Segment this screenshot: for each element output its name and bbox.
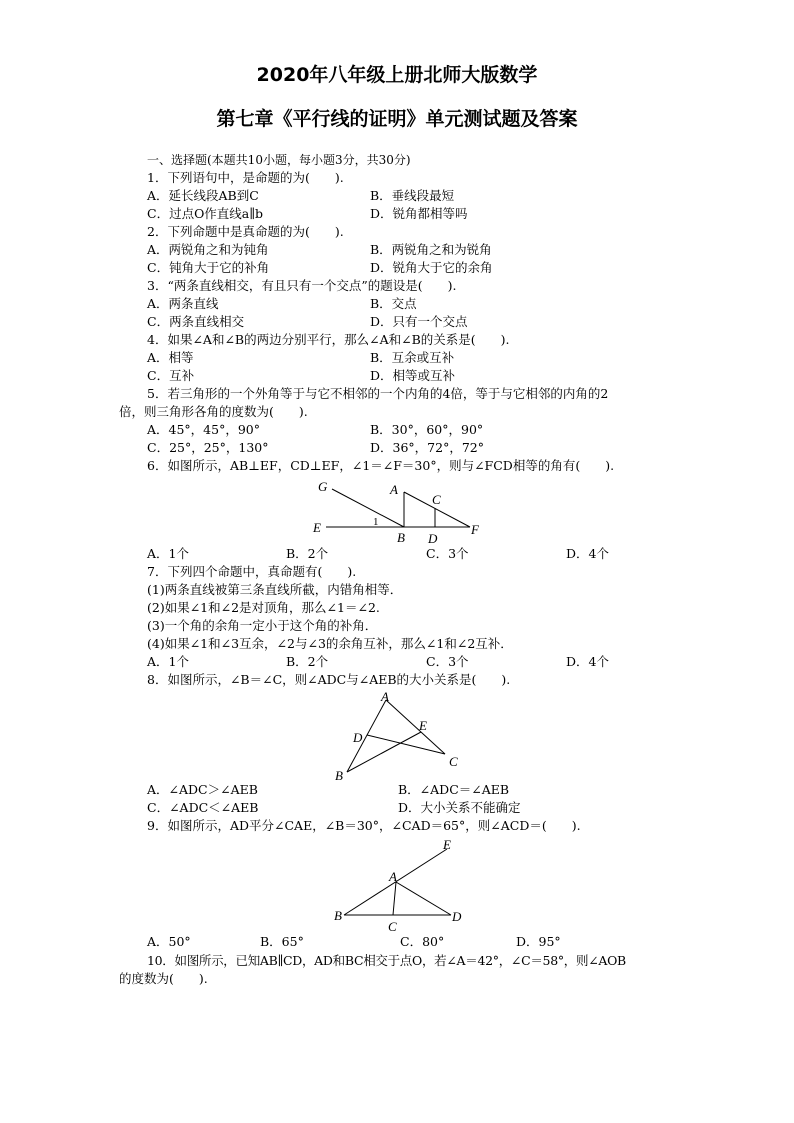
q8-label-d: D — [353, 730, 363, 745]
q5-stem-line2: 倍，则三角形各角的度数为( ). — [119, 404, 308, 419]
q9-line-ad — [396, 882, 451, 915]
q9-stem: 9．如图所示，AD平分∠CAE，∠B＝30°，∠CAD＝65°，则∠ACD＝( ). — [147, 818, 581, 833]
q4-stem: 4．如果∠A和∠B的两边分别平行，那么∠A和∠B的关系是( ). — [147, 332, 510, 347]
q6-option-c: C．3个 — [426, 546, 469, 561]
q1-option-c: C．过点O作直线a∥b — [147, 206, 264, 221]
q3-option-b: B．交点 — [370, 296, 417, 311]
q6-label-g: G — [318, 479, 328, 494]
q2-option-c: C．钝角大于它的补角 — [147, 260, 270, 275]
q7-statement-2: (2)如果∠1和∠2是对顶角，那么∠1＝∠2. — [147, 600, 380, 615]
q9-option-b: B．65° — [260, 934, 304, 949]
q9-option-d: D．95° — [516, 934, 561, 949]
q9-option-a: A．50° — [147, 934, 191, 949]
q6-label-d: D — [428, 531, 438, 546]
q7-statement-4: (4)如果∠1和∠3互余，∠2与∠3的余角互补，那么∠1和∠2互补． — [147, 636, 513, 651]
document-subtitle: 第七章《平行线的证明》单元测试题及答案 — [216, 108, 578, 130]
q9-option-c: C．80° — [400, 934, 445, 949]
q9-label-c: C — [388, 919, 397, 934]
q2-option-d: D．锐角大于它的余角 — [370, 260, 493, 275]
q5-option-c: C．25°，25°，130° — [147, 440, 269, 455]
q8-figure — [325, 688, 475, 786]
q8-label-e: E — [419, 718, 427, 733]
q4-option-a: A．相等 — [147, 350, 194, 365]
q1-stem: 1．下列语句中，是命题的为( ). — [147, 170, 344, 185]
q8-line-dc — [367, 735, 445, 754]
q9-figure — [325, 834, 475, 936]
q6-option-d: D．4个 — [566, 546, 609, 561]
q6-option-b: B．2个 — [286, 546, 329, 561]
q10-stem-line2: 的度数为( ). — [119, 971, 208, 986]
q8-label-c: C — [449, 754, 458, 769]
q8-option-c: C．∠ADC＜∠AEB — [147, 800, 259, 815]
q5-option-d: D．36°，72°，72° — [370, 440, 484, 455]
section-heading: 一、选择题(本题共10小题，每小题3分，共30分) — [147, 153, 411, 167]
q8-option-d: D．大小关系不能确定 — [398, 800, 521, 815]
q2-option-a: A．两锐角之和为钝角 — [147, 242, 269, 257]
q6-figure — [300, 474, 500, 549]
q6-label-c: C — [432, 492, 441, 507]
q7-option-d: D．4个 — [566, 654, 609, 669]
q7-option-b: B．2个 — [286, 654, 329, 669]
q6-label-b: B — [397, 530, 405, 545]
q8-option-b: B．∠ADC＝∠AEB — [398, 782, 510, 797]
q6-label-e: E — [313, 520, 321, 535]
q6-label-a: A — [390, 482, 398, 497]
q7-option-a: A．1个 — [147, 654, 189, 669]
q7-option-c: C．3个 — [426, 654, 469, 669]
q9-label-a: A — [389, 869, 397, 884]
q6-option-a: A．1个 — [147, 546, 189, 561]
q9-label-d: D — [452, 909, 462, 924]
q5-stem-line1: 5．若三角形的一个外角等于与它不相邻的一个内角的4倍，等于与它相邻的内角的2 — [147, 386, 609, 401]
q8-stem: 8．如图所示，∠B＝∠C，则∠ADC与∠AEB的大小关系是( ). — [147, 672, 511, 687]
q8-option-a: A．∠ADC＞∠AEB — [147, 782, 258, 797]
q9-label-e: E — [443, 837, 451, 852]
q1-option-b: B．垂线段最短 — [370, 188, 455, 203]
q3-stem: 3．“两条直线相交，有且只有一个交点”的题设是( ). — [147, 278, 457, 293]
q3-option-c: C．两条直线相交 — [147, 314, 245, 329]
q10-stem-line1: 10．如图所示，已知AB∥CD，AD和BC相交于点O，若∠A＝42°，∠C＝58°，则∠AOB — [147, 953, 626, 968]
q8-label-a: A — [381, 689, 389, 704]
q4-option-b: B．互余或互补 — [370, 350, 455, 365]
q2-option-b: B．两锐角之和为锐角 — [370, 242, 492, 257]
document-title: 2020年八年级上册北师大版数学 — [256, 64, 538, 86]
q7-stem: 7．下列四个命题中，真命题有( ). — [147, 564, 357, 579]
q9-label-b: B — [334, 908, 342, 923]
q3-option-d: D．只有一个交点 — [370, 314, 468, 329]
q1-option-a: A．延长线段AB到C — [147, 188, 259, 203]
q5-option-a: A．45°，45°，90° — [147, 422, 260, 437]
q6-label-f: F — [471, 522, 479, 537]
q5-option-b: B．30°，60°，90° — [370, 422, 484, 437]
q7-statement-3: (3)一个角的余角一定小于这个角的补角． — [147, 618, 378, 633]
q8-label-b: B — [335, 768, 343, 783]
q4-option-c: C．互补 — [147, 368, 195, 383]
q4-option-d: D．相等或互补 — [370, 368, 456, 383]
q2-stem: 2．下列命题中是真命题的为( ). — [147, 224, 344, 239]
q9-line-ac — [393, 882, 396, 915]
q3-option-a: A．两条直线 — [147, 296, 219, 311]
q6-label-angle-1: 1 — [373, 516, 379, 528]
q1-option-d: D．锐角都相等吗 — [370, 206, 468, 221]
q7-statement-1: (1)两条直线被第三条直线所截，内错角相等． — [147, 582, 403, 597]
q6-stem: 6．如图所示，AB⊥EF，CD⊥EF，∠1＝∠F＝30°，则与∠FCD相等的角有( ). — [147, 458, 615, 473]
